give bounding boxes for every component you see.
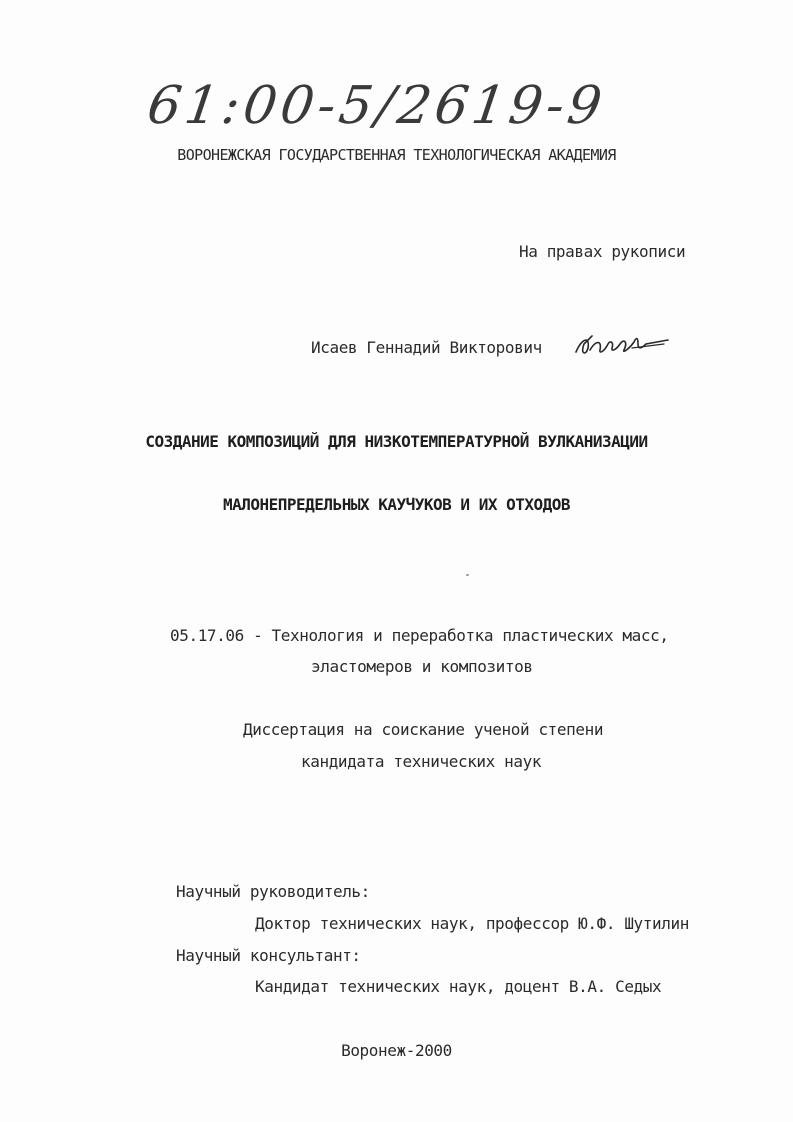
specialty-line-1: 05.17.06 - Технология и переработка пластических масс, xyxy=(170,626,669,645)
place-year: Воронеж-2000 xyxy=(341,1041,452,1060)
author-name: Исаев Геннадий Викторович xyxy=(311,338,542,357)
consultant-label: Научный консультант: xyxy=(176,946,361,965)
archive-number: 61:00-5/2619-9 xyxy=(143,76,610,136)
degree-line-2: кандидата технических наук xyxy=(301,752,542,771)
consultant-name: Кандидат технических наук, доцент В.А. Седых xyxy=(255,977,662,996)
scan-speck xyxy=(466,574,469,576)
degree-line-1: Диссертация на соискание ученой степени xyxy=(243,720,604,739)
title-line-1: СОЗДАНИЕ КОМПОЗИЦИЙ ДЛЯ НИЗКОТЕМПЕРАТУРНОЙ ВУЛКАНИЗАЦИИ xyxy=(145,432,648,451)
institution-name: ВОРОНЕЖСКАЯ ГОСУДАРСТВЕННАЯ ТЕХНОЛОГИЧЕСКАЯ АКАДЕМИЯ xyxy=(177,146,616,164)
supervisor-label: Научный руководитель: xyxy=(176,882,370,901)
author-signature xyxy=(572,330,672,362)
rights-note: На правах рукописи xyxy=(519,242,686,261)
title-line-2: МАЛОНЕПРЕДЕЛЬНЫХ КАУЧУКОВ И ИХ ОТХОДОВ xyxy=(222,495,571,514)
specialty-line-2: эластомеров и композитов xyxy=(311,657,533,676)
supervisor-name: Доктор технических наук, профессор Ю.Ф. Шутилин xyxy=(255,914,689,933)
